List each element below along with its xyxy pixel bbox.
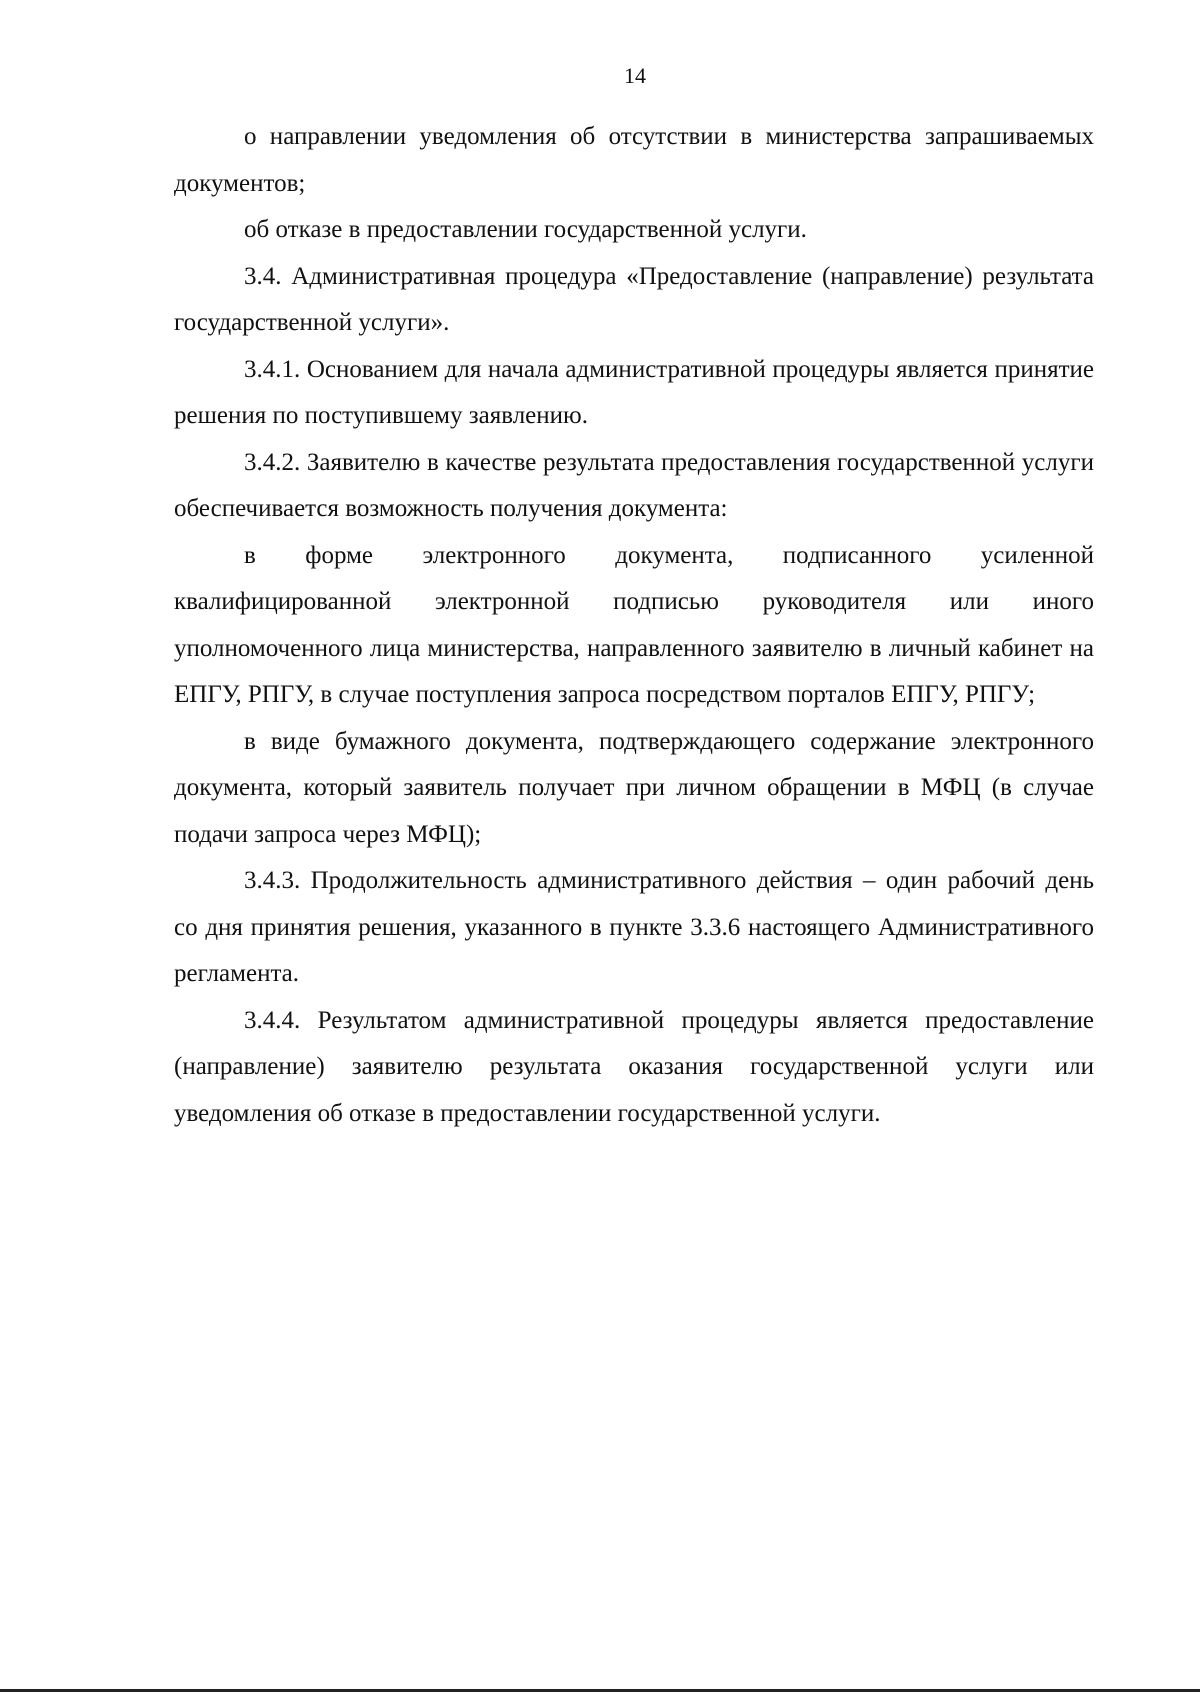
paragraph-refusal: об отказе в предоставлении государственной услуги. xyxy=(244,216,807,243)
paragraph-3-4: 3.4. Административная процедура «Предоставление (направление) результата государственной услуги». xyxy=(174,262,1094,336)
paragraph-3-4-4: 3.4.4. Результатом административной процедуры является предоставление (направление) заявителю результата оказания государственной услуги или уведомления об отказе в предоставлении государственной услуги. xyxy=(174,1006,1094,1127)
paragraph-3-4-2: 3.4.2. Заявителю в качестве результата предоставления государственной услуги обеспечивается возможность получения документа: xyxy=(174,448,1094,522)
paragraph-3-4-1: 3.4.1. Основанием для начала административной процедуры является принятие решения по поступившему заявлению. xyxy=(174,355,1094,429)
paragraph-3-4-3: 3.4.3. Продолжительность административного действия – один рабочий день со дня принятия решения, указанного в пункте 3.3.6 настоящего Административного регламента. xyxy=(174,867,1094,987)
scan-edge-line xyxy=(0,1689,1200,1692)
paragraph-notice-absence: о направлении уведомления об отсутствии в министерства запрашиваемых документов; xyxy=(174,123,1094,197)
page-number: 14 xyxy=(624,63,646,88)
paragraph-electronic-form: в форме электронного документа, подписанного усиленной квалифицированной электронной подписью руководителя или иного уполномоченного лица министерства, направленного заявителю в личный кабинет на ЕПГУ, РПГУ, в случае поступления запроса посредством порталов ЕПГУ, РПГУ; xyxy=(174,541,1094,708)
document-body xyxy=(174,114,1094,1137)
paragraph-paper-form: в виде бумажного документа, подтверждающего содержание электронного документа, который заявитель получает при личном обращении в МФЦ (в случае подачи запроса через МФЦ); xyxy=(174,727,1094,848)
